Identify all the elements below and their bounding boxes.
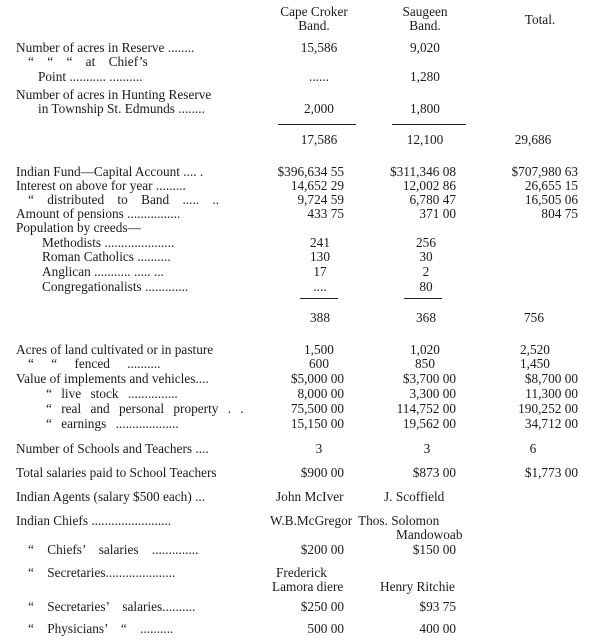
cape-croker-value: 8,000 00: [297, 386, 344, 401]
total-value: 2,520: [520, 342, 550, 357]
row-label: Acres of land cultivated or in pasture: [16, 342, 214, 357]
cape-croker-value: 241: [310, 235, 330, 250]
row-label: Indian Chiefs ........................: [16, 513, 172, 528]
cape-croker-value: $250 00: [300, 599, 344, 614]
column-header-cape-croker: [274, 5, 354, 33]
saugeen-value: 2: [422, 264, 430, 279]
sum-rule: [300, 298, 338, 299]
total-value: $707,980 63: [511, 164, 578, 179]
saugeen-value: 1,800: [410, 101, 440, 116]
sum-rule: [392, 124, 466, 125]
row-label: Congregationalists .............: [42, 279, 189, 294]
saugeen-value: 3: [423, 441, 431, 456]
saugeen-value: Mandowoab: [396, 527, 463, 542]
saugeen-value: 6,780 47: [409, 192, 456, 207]
saugeen-value: 30: [419, 249, 433, 264]
row-label: “ earnings ...................: [46, 416, 179, 431]
cape-croker-value: W.B.McGregor: [270, 513, 353, 528]
cape-croker-value: 1,500: [304, 342, 334, 357]
row-label: “ Physicians’ “ ..........: [28, 621, 174, 636]
row-label: Indian Agents (salary $500 each) ...: [16, 489, 206, 504]
row-label: Indian Fund—Capital Account .... .: [16, 164, 204, 179]
cape-croker-value: 600: [309, 356, 329, 371]
total-subtotal: 29,686: [514, 132, 552, 147]
row-label: Point ........... ..........: [38, 69, 143, 84]
total-value: 16,505 06: [524, 192, 578, 207]
row-label: “ Secretaries’ salaries..........: [28, 599, 196, 614]
total-value: 6: [529, 441, 537, 456]
total-value: $8,700 00: [524, 371, 578, 386]
cape-croker-value: ......: [309, 69, 329, 84]
row-label: “ Chiefs’ salaries ..............: [28, 542, 199, 557]
column-header-line: Cape Croker: [280, 4, 348, 19]
saugeen-subtotal: 368: [416, 310, 436, 325]
saugeen-value: 850: [415, 356, 435, 371]
cape-croker-value: 130: [310, 249, 330, 264]
total-value: 804 75: [541, 206, 578, 221]
cape-croker-value: 2,000: [304, 101, 334, 116]
cape-croker-value: 500 00: [307, 621, 344, 636]
row-label: “ “ fenced ..........: [28, 356, 161, 371]
cape-croker-value: 14,652 29: [290, 178, 344, 193]
total-value: 26,655 15: [524, 178, 578, 193]
cape-croker-value: 15,150 00: [290, 416, 344, 431]
row-label: Interest on above for year .........: [16, 178, 186, 193]
saugeen-value: 1,280: [410, 69, 440, 84]
sum-rule: [278, 124, 356, 125]
row-label: Anglican ........... ..... ...: [42, 264, 164, 279]
row-label: “ Secretaries.....................: [28, 565, 176, 580]
row-label: Number of acres in Hunting Reserve: [16, 87, 212, 102]
row-label: Total salaries paid to School Teachers: [16, 465, 217, 480]
row-label: Amount of pensions ................: [16, 206, 181, 221]
row-label: Value of implements and vehicles....: [16, 371, 209, 386]
saugeen-value: $311,346 08: [390, 164, 456, 179]
cape-croker-subtotal: 17,586: [300, 132, 338, 147]
row-label: “ “ “ at Chief’s: [28, 54, 148, 69]
saugeen-value: 400 00: [419, 621, 456, 636]
sum-rule: [404, 298, 442, 299]
column-header-saugeen: [392, 5, 458, 33]
saugeen-value: $150 00: [412, 542, 456, 557]
row-label: Roman Catholics ..........: [42, 249, 171, 264]
saugeen-value: $873 00: [412, 465, 456, 480]
column-header-line: Band.: [298, 18, 330, 33]
cape-croker-value: Frederick: [276, 565, 327, 580]
cape-croker-value: $900 00: [300, 465, 344, 480]
cape-croker-value: $200 00: [300, 542, 344, 557]
saugeen-value: 256: [416, 235, 436, 250]
row-label: “ live stock ...............: [46, 386, 178, 401]
cape-croker-value: 15,586: [300, 40, 338, 55]
total-value: 11,300 00: [525, 386, 578, 401]
section-heading: Population by creeds—: [16, 220, 141, 235]
saugeen-value: 114,752 00: [396, 401, 456, 416]
saugeen-value: Henry Ritchie: [380, 579, 455, 594]
saugeen-value: 19,562 00: [402, 416, 456, 431]
cape-croker-value: $5,000 00: [290, 371, 344, 386]
total-value: $1,773 00: [524, 465, 578, 480]
saugeen-value: 12,002 86: [402, 178, 456, 193]
saugeen-value: 80: [419, 279, 433, 294]
row-label: “ distributed to Band ..... ..: [28, 192, 220, 207]
saugeen-value: $3,700 00: [402, 371, 456, 386]
total-value: 34,712 00: [524, 416, 578, 431]
row-label: “ real and personal property . .: [46, 401, 244, 416]
cape-croker-value: 433 75: [307, 206, 344, 221]
saugeen-value: 9,020: [410, 40, 440, 55]
total-value: 1,450: [520, 356, 550, 371]
saugeen-value: 3,300 00: [409, 386, 456, 401]
saugeen-subtotal: 12,100: [406, 132, 444, 147]
row-label: Number of acres in Reserve ........: [16, 40, 195, 55]
cape-croker-value: 9,724 59: [297, 192, 344, 207]
cape-croker-value: ....: [313, 279, 327, 294]
row-label: in Township St. Edmunds ........: [38, 101, 205, 116]
cape-croker-value: John McIver: [276, 489, 344, 504]
column-header-line: Band.: [409, 18, 441, 33]
saugeen-value: J. Scoffield: [384, 489, 445, 504]
saugeen-value: 371 00: [419, 206, 456, 221]
cape-croker-value: 17: [313, 264, 327, 279]
row-label: Methodists .....................: [42, 235, 175, 250]
saugeen-value: $93 75: [419, 599, 456, 614]
saugeen-value: 1,020: [410, 342, 440, 357]
cape-croker-value: 3: [315, 441, 323, 456]
total-value: 190,252 00: [518, 401, 578, 416]
row-label: Number of Schools and Teachers ....: [16, 441, 209, 456]
cape-croker-value: Lamora diere: [272, 579, 344, 594]
cape-croker-value: $396,634 55: [277, 164, 344, 179]
column-header-line: Saugeen: [402, 4, 448, 19]
total-subtotal: 756: [524, 310, 544, 325]
cape-croker-value: 75,500 00: [290, 401, 344, 416]
saugeen-value: Thos. Solomon: [358, 513, 440, 528]
column-header-total: Total.: [524, 12, 556, 27]
cape-croker-subtotal: 388: [310, 310, 330, 325]
